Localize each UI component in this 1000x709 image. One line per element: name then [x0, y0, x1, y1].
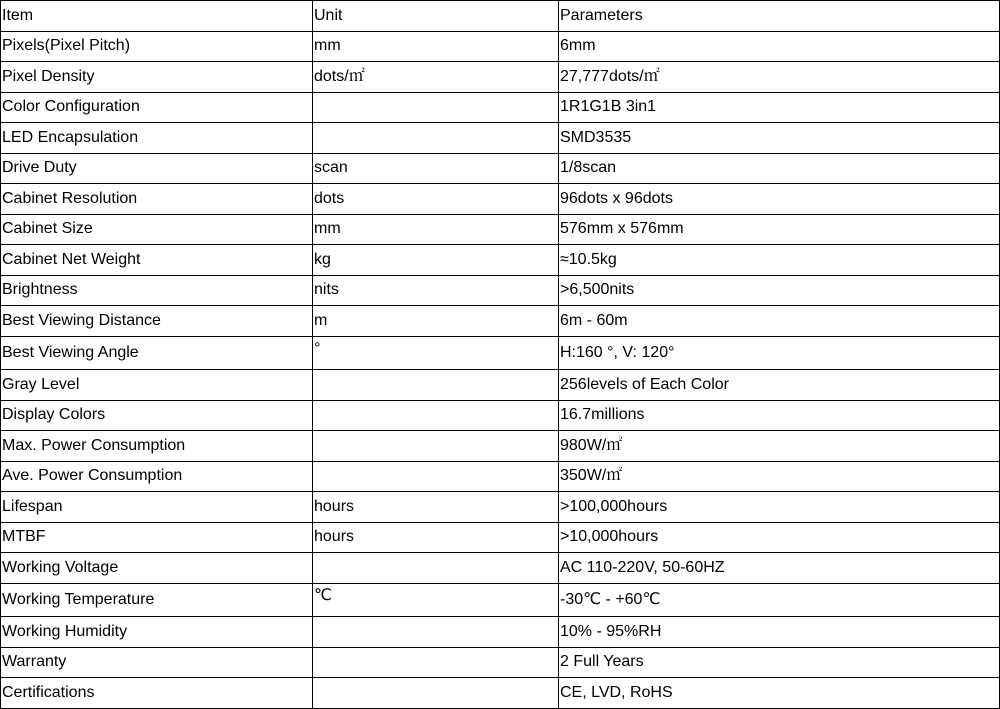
cell-item: Lifespan — [1, 492, 313, 523]
table-row — [1, 62, 1000, 93]
cell-unit — [313, 123, 559, 154]
cell-parameter: -30℃ - +60℃ — [559, 583, 1000, 617]
cell-unit — [313, 647, 559, 678]
cell-unit — [313, 678, 559, 709]
cell-unit — [313, 370, 559, 401]
cell-parameter: 256levels of Each Color — [559, 370, 1000, 401]
cell-item: Working Humidity — [1, 617, 313, 648]
cell-item: MTBF — [1, 522, 313, 553]
cell-unit: scan — [313, 153, 559, 184]
cell-parameter: 576mm x 576mm — [559, 214, 1000, 245]
cell-parameter: 6m - 60m — [559, 306, 1000, 337]
cell-unit — [313, 92, 559, 123]
cell-parameter: 16.7millions — [559, 400, 1000, 431]
table-row — [1, 522, 1000, 553]
cell-unit — [313, 461, 559, 492]
cell-parameter: 6mm — [559, 31, 1000, 62]
cell-parameter: 1/8scan — [559, 153, 1000, 184]
cell-item: Brightness — [1, 275, 313, 306]
spec-table-head — [1, 1, 1000, 32]
cell-parameter: 10% - 95%RH — [559, 617, 1000, 648]
cell-item: Gray Level — [1, 370, 313, 401]
cell-item: Color Configuration — [1, 92, 313, 123]
spec-table-body — [1, 31, 1000, 708]
cell-parameter: 1R1G1B 3in1 — [559, 92, 1000, 123]
table-row — [1, 153, 1000, 184]
table-row — [1, 92, 1000, 123]
cell-unit: dots/㎡ — [313, 62, 559, 93]
cell-unit: m — [313, 306, 559, 337]
cell-item: Pixels(Pixel Pitch) — [1, 31, 313, 62]
cell-parameter: CE, LVD, RoHS — [559, 678, 1000, 709]
cell-parameter: H:160 °, V: 120° — [559, 336, 1000, 370]
cell-parameter: >100,000hours — [559, 492, 1000, 523]
cell-unit — [313, 400, 559, 431]
table-row — [1, 245, 1000, 276]
cell-unit — [313, 431, 559, 462]
cell-parameter: >10,000hours — [559, 522, 1000, 553]
table-row — [1, 678, 1000, 709]
cell-unit — [313, 553, 559, 584]
cell-item: Warranty — [1, 647, 313, 678]
cell-unit: ℃ — [313, 583, 559, 617]
table-row — [1, 370, 1000, 401]
table-row — [1, 336, 1000, 370]
cell-item: Working Voltage — [1, 553, 313, 584]
cell-item: Cabinet Net Weight — [1, 245, 313, 276]
cell-item: Best Viewing Angle — [1, 336, 313, 370]
table-row — [1, 306, 1000, 337]
cell-unit: kg — [313, 245, 559, 276]
cell-parameter: >6,500nits — [559, 275, 1000, 306]
cell-item: Best Viewing Distance — [1, 306, 313, 337]
cell-unit: hours — [313, 522, 559, 553]
cell-unit — [313, 617, 559, 648]
cell-item: Drive Duty — [1, 153, 313, 184]
cell-unit: dots — [313, 184, 559, 215]
cell-item: Cabinet Size — [1, 214, 313, 245]
table-row — [1, 431, 1000, 462]
cell-unit: ° — [313, 336, 559, 370]
table-row — [1, 31, 1000, 62]
cell-parameter: 2 Full Years — [559, 647, 1000, 678]
cell-parameter: SMD3535 — [559, 123, 1000, 154]
cell-unit: mm — [313, 214, 559, 245]
cell-parameter: 980W/㎡ — [559, 431, 1000, 462]
table-row — [1, 553, 1000, 584]
cell-item: LED Encapsulation — [1, 123, 313, 154]
table-row — [1, 617, 1000, 648]
cell-parameter: 27,777dots/㎡ — [559, 62, 1000, 93]
cell-parameter: AC 110-220V, 50-60HZ — [559, 553, 1000, 584]
table-row — [1, 461, 1000, 492]
table-row — [1, 492, 1000, 523]
table-row — [1, 583, 1000, 617]
cell-item: Certifications — [1, 678, 313, 709]
table-row — [1, 184, 1000, 215]
cell-item: Max. Power Consumption — [1, 431, 313, 462]
cell-unit: nits — [313, 275, 559, 306]
table-row — [1, 275, 1000, 306]
table-row — [1, 214, 1000, 245]
cell-item: Cabinet Resolution — [1, 184, 313, 215]
table-row — [1, 647, 1000, 678]
header-unit: Unit — [313, 1, 559, 32]
cell-item: Pixel Density — [1, 62, 313, 93]
cell-parameter: 96dots x 96dots — [559, 184, 1000, 215]
cell-item: Working Temperature — [1, 583, 313, 617]
header-parameters: Parameters — [559, 1, 1000, 32]
header-item: Item — [1, 1, 313, 32]
table-row — [1, 123, 1000, 154]
cell-unit: hours — [313, 492, 559, 523]
cell-parameter: ≈10.5kg — [559, 245, 1000, 276]
cell-unit: mm — [313, 31, 559, 62]
cell-parameter: 350W/㎡ — [559, 461, 1000, 492]
cell-item: Display Colors — [1, 400, 313, 431]
cell-item: Ave. Power Consumption — [1, 461, 313, 492]
header-row — [1, 1, 1000, 32]
table-row — [1, 400, 1000, 431]
